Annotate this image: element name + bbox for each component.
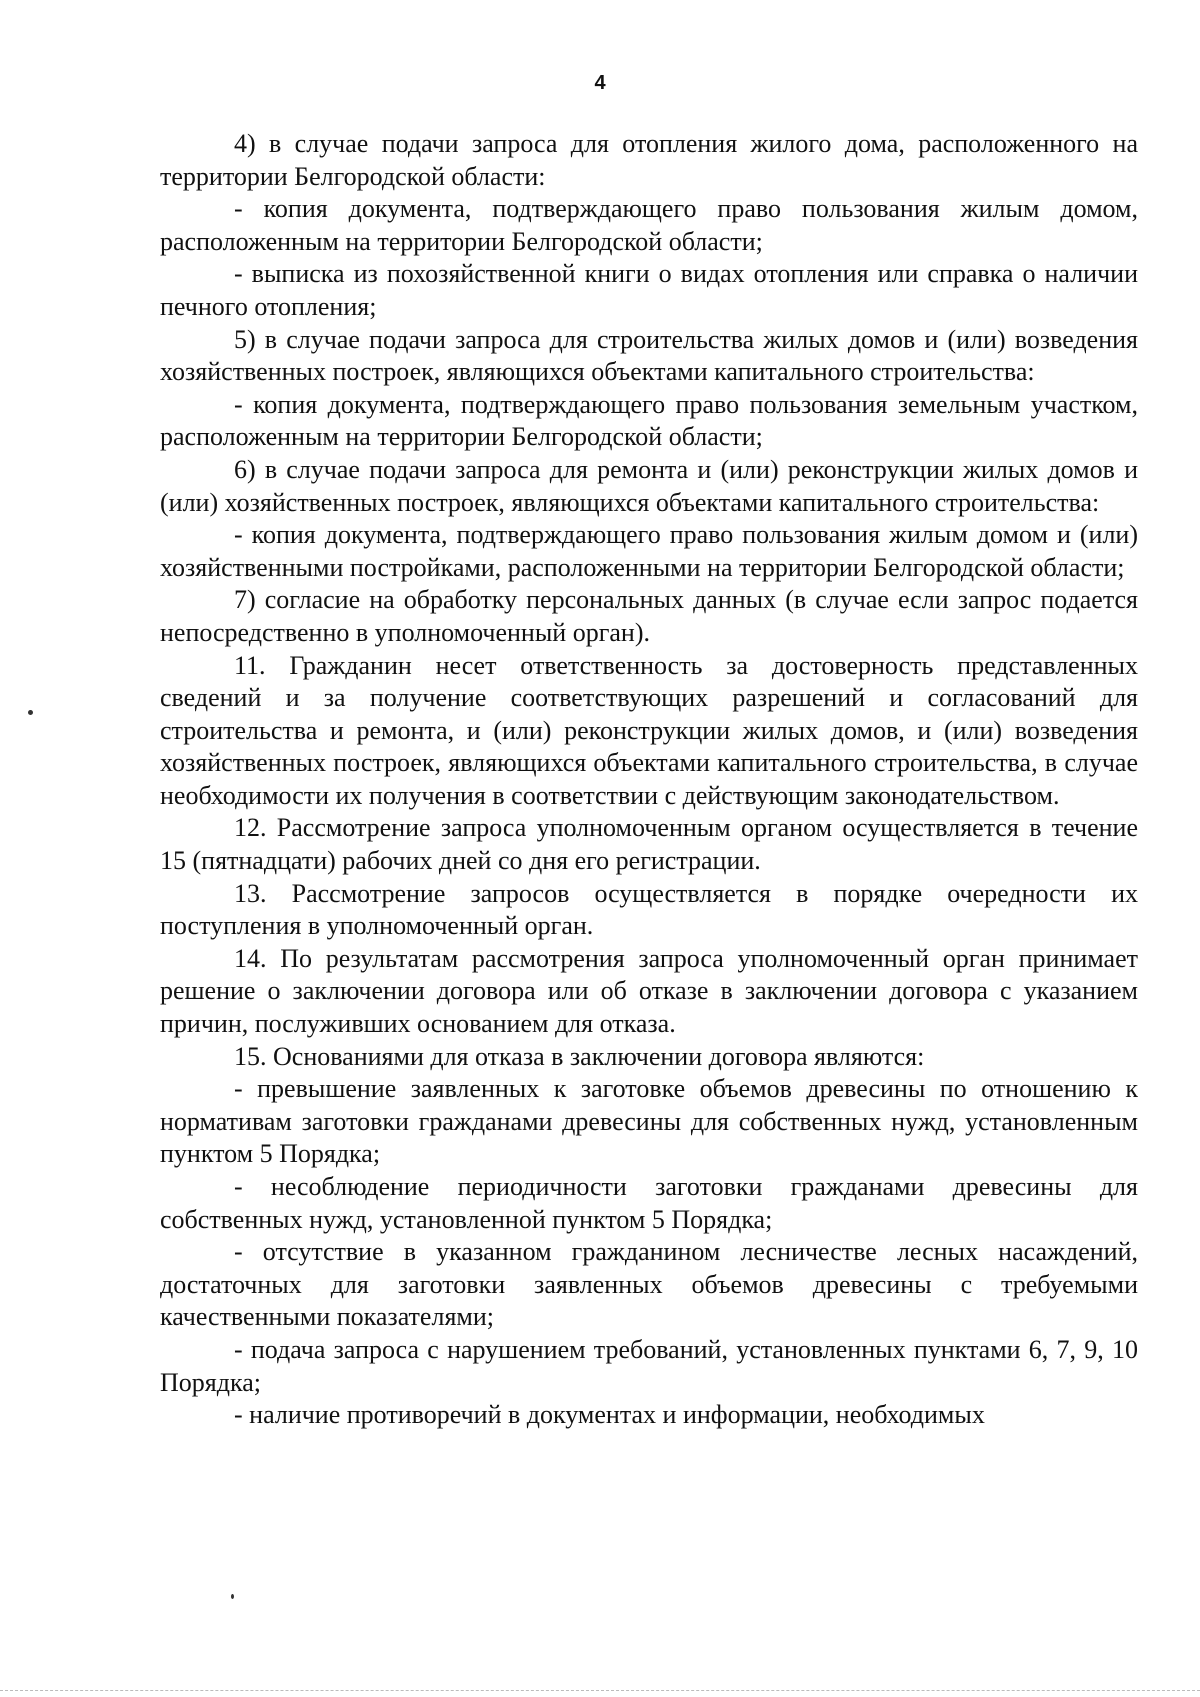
paragraph-section-13: 13. Рассмотрение запросов осуществляется в порядке очередности их поступления в уполномоченный орган. xyxy=(160,878,1138,941)
paragraph-refusal-no-stands: - отсутствие в указанном гражданином лесничестве лесных насаждений, достаточных для заготовки заявленных объемов древесины с требуемыми качественными показателями; xyxy=(160,1237,1138,1332)
paragraph-refusal-periodicity: - несоблюдение периодичности заготовки гражданами древесины для собственных нужд, установленной пунктом 5 Порядка; xyxy=(160,1172,1138,1234)
document-body xyxy=(160,128,1138,1432)
paragraph-item-7-consent: 7) согласие на обработку персональных данных (в случае если запрос подается непосредственно в уполномоченный орган). xyxy=(160,585,1138,647)
paragraph-item-5-construction: 5) в случае подачи запроса для строительства жилых домов и (или) возведения хозяйственных построек, являющихся объектами капитального строительства: xyxy=(160,324,1138,387)
paragraph-section-15: 15. Основаниями для отказа в заключении договора являются: xyxy=(234,1041,925,1071)
paragraph-section-11: 11. Гражданин несет ответственность за достоверность представленных сведений и за получение соответствующих разрешений и согласований для строительства и ремонта, и (или) реконструкции жилых домов, и (или) возведения хозяйственных построек, являющихся объектами капитального строительства, в случае необходимости их получения в соответствии с действующим законодательством. xyxy=(160,650,1138,810)
paragraph-item-6-repair: 6) в случае подачи запроса для ремонта и (или) реконструкции жилых домов и (или) хозяйственных построек, являющихся объектами капитального строительства: xyxy=(160,454,1138,517)
scan-bottom-edge xyxy=(0,1690,1200,1691)
paragraph-copy-house-buildings-right: - копия документа, подтверждающего право пользования жилым домом и (или) хозяйственными постройками, расположенными на территории Белгородской области; xyxy=(160,520,1138,582)
paragraph-refusal-contradictions: - наличие противоречий в документах и информации, необходимых xyxy=(234,1400,985,1430)
paragraph-section-12: 12. Рассмотрение запроса уполномоченным органом осуществляется в течение 15 (пятнадцати) рабочих дней со дня его регистрации. xyxy=(160,813,1138,876)
paragraph-copy-house-use-right: - копия документа, подтверждающего право пользования жилым домом, расположенным на территории Белгородской области; xyxy=(160,194,1138,256)
paragraph-household-book-extract: - выписка из похозяйственной книги о видах отопления или справка о наличии печного отопления; xyxy=(160,259,1138,321)
scan-speck xyxy=(231,1594,234,1599)
paragraph-copy-land-use-right: - копия документа, подтверждающего право пользования земельным участком, расположенным на территории Белгородской области; xyxy=(160,389,1138,452)
paragraph-refusal-volume-excess: - превышение заявленных к заготовке объемов древесины по отношению к нормативам заготовки гражданами древесины для собственных нужд, установленным пунктом 5 Порядка; xyxy=(160,1074,1138,1169)
paragraph-item-4-heating: 4) в случае подачи запроса для отопления жилого дома, расположенного на территории Белгородской области: xyxy=(160,129,1138,191)
paragraph-refusal-requirements-violation: - подача запроса с нарушением требований, установленных пунктами 6, 7, 9, 10 Порядка; xyxy=(160,1334,1138,1397)
page-number: 4 xyxy=(594,72,606,94)
scan-speck xyxy=(28,710,33,715)
paragraph-section-14: 14. По результатам рассмотрения запроса уполномоченный орган принимает решение о заключении договора или об отказе в заключении договора с указанием причин, послуживших основанием для отказа. xyxy=(160,943,1138,1039)
